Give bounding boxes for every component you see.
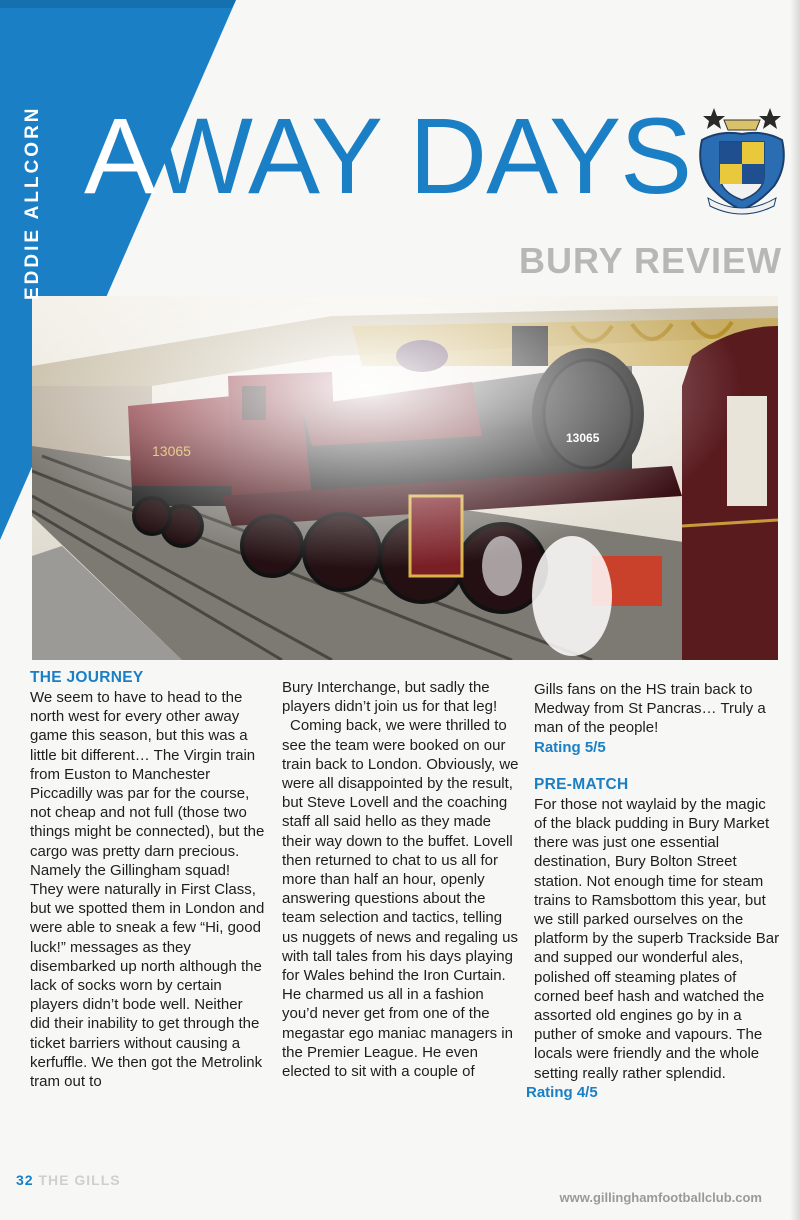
page-title-rest: WAY DAYS [151,95,692,216]
pre-match-rating: Rating 4/5 [526,1083,598,1101]
footer-page-label [16,1172,121,1188]
column-journey [30,668,266,1091]
journey-continued-body-1: Bury Interchange, but sadly the players didn’t join us for that leg! [282,679,498,716]
section-heading-pre-match: PRE-MATCH [534,775,629,793]
author-name: EDDIE ALLCORN [22,105,43,300]
section-heading-journey: THE JOURNEY [30,669,144,686]
pre-match-body: For those not waylaid by the magic of the black pudding in Bury Market there was just one essential destination, Bury Bolton Street station. Not enough time for steam trains to Ramsbottom this year, but we still parked ourselves on the platform by the superb Trackside Bar and supped our wonderful ales, polished off steaming plates of corned beef hash and watched the assorted old engines go by in a puther of smoke and vapours. The locals were friendly and the whole setting really rather splendid. [534,795,780,1082]
magazine-name: THE GILLS [38,1172,121,1188]
page-title-first-letter: A [84,95,152,216]
journey-conclusion-body: Gills fans on the HS train back to Medway from St Pancras… Truly a man of the people! [534,681,766,737]
column-journey-continued [282,678,522,1081]
page-subtitle: BURY REVIEW [518,240,782,281]
steam-train-photo [32,296,778,660]
journey-rating: Rating 5/5 [534,738,606,756]
column-pre-match [526,680,780,1102]
page-number: 32 [16,1172,34,1188]
bury-crest-logo [694,106,790,218]
page-edge-shadow [790,0,800,1220]
footer-website: www.gillinghamfootballclub.com [559,1190,762,1205]
journey-body: We seem to have to head to the north west for every other away game this season, but this was a little bit different… The Virgin train from Euston to Manchester Piccadilly was par for the course, not cheap and not full (those two things might be connected), but the cargo was pretty darn precious. Namely the Gillingham squad! They were naturally in First Class, but we spotted them in London and were able to sneak a few “Hi, good luck!” messages as they disembarked up north although the lack of socks worn by certain players didn’t bode well. Neither did their inability to get through the ticket barriers without causing a kerfuffle. We then got the Metrolink tram out to [30,689,265,1091]
spacer [534,757,780,775]
page-title [84,96,691,216]
journey-continued-body-2: Coming back, we were thrilled to see the team were booked on our train back to London. Obviously, we were all disappointed by the result, but Steve Lovell and the coaching staff all said hello as they made their way down to the buffet. Lovell then returned to chat to us all for more than half an hour, openly answering questions about the team selection and tactics, telling us nuggets of news and regaling us with tall tales from his days playing for Wales behind the Iron Curtain. He charmed us all in a fashion you’d never get from one of the megastar ego maniac managers in the Premier League. He even elected to sit with a couple of [282,717,519,1081]
